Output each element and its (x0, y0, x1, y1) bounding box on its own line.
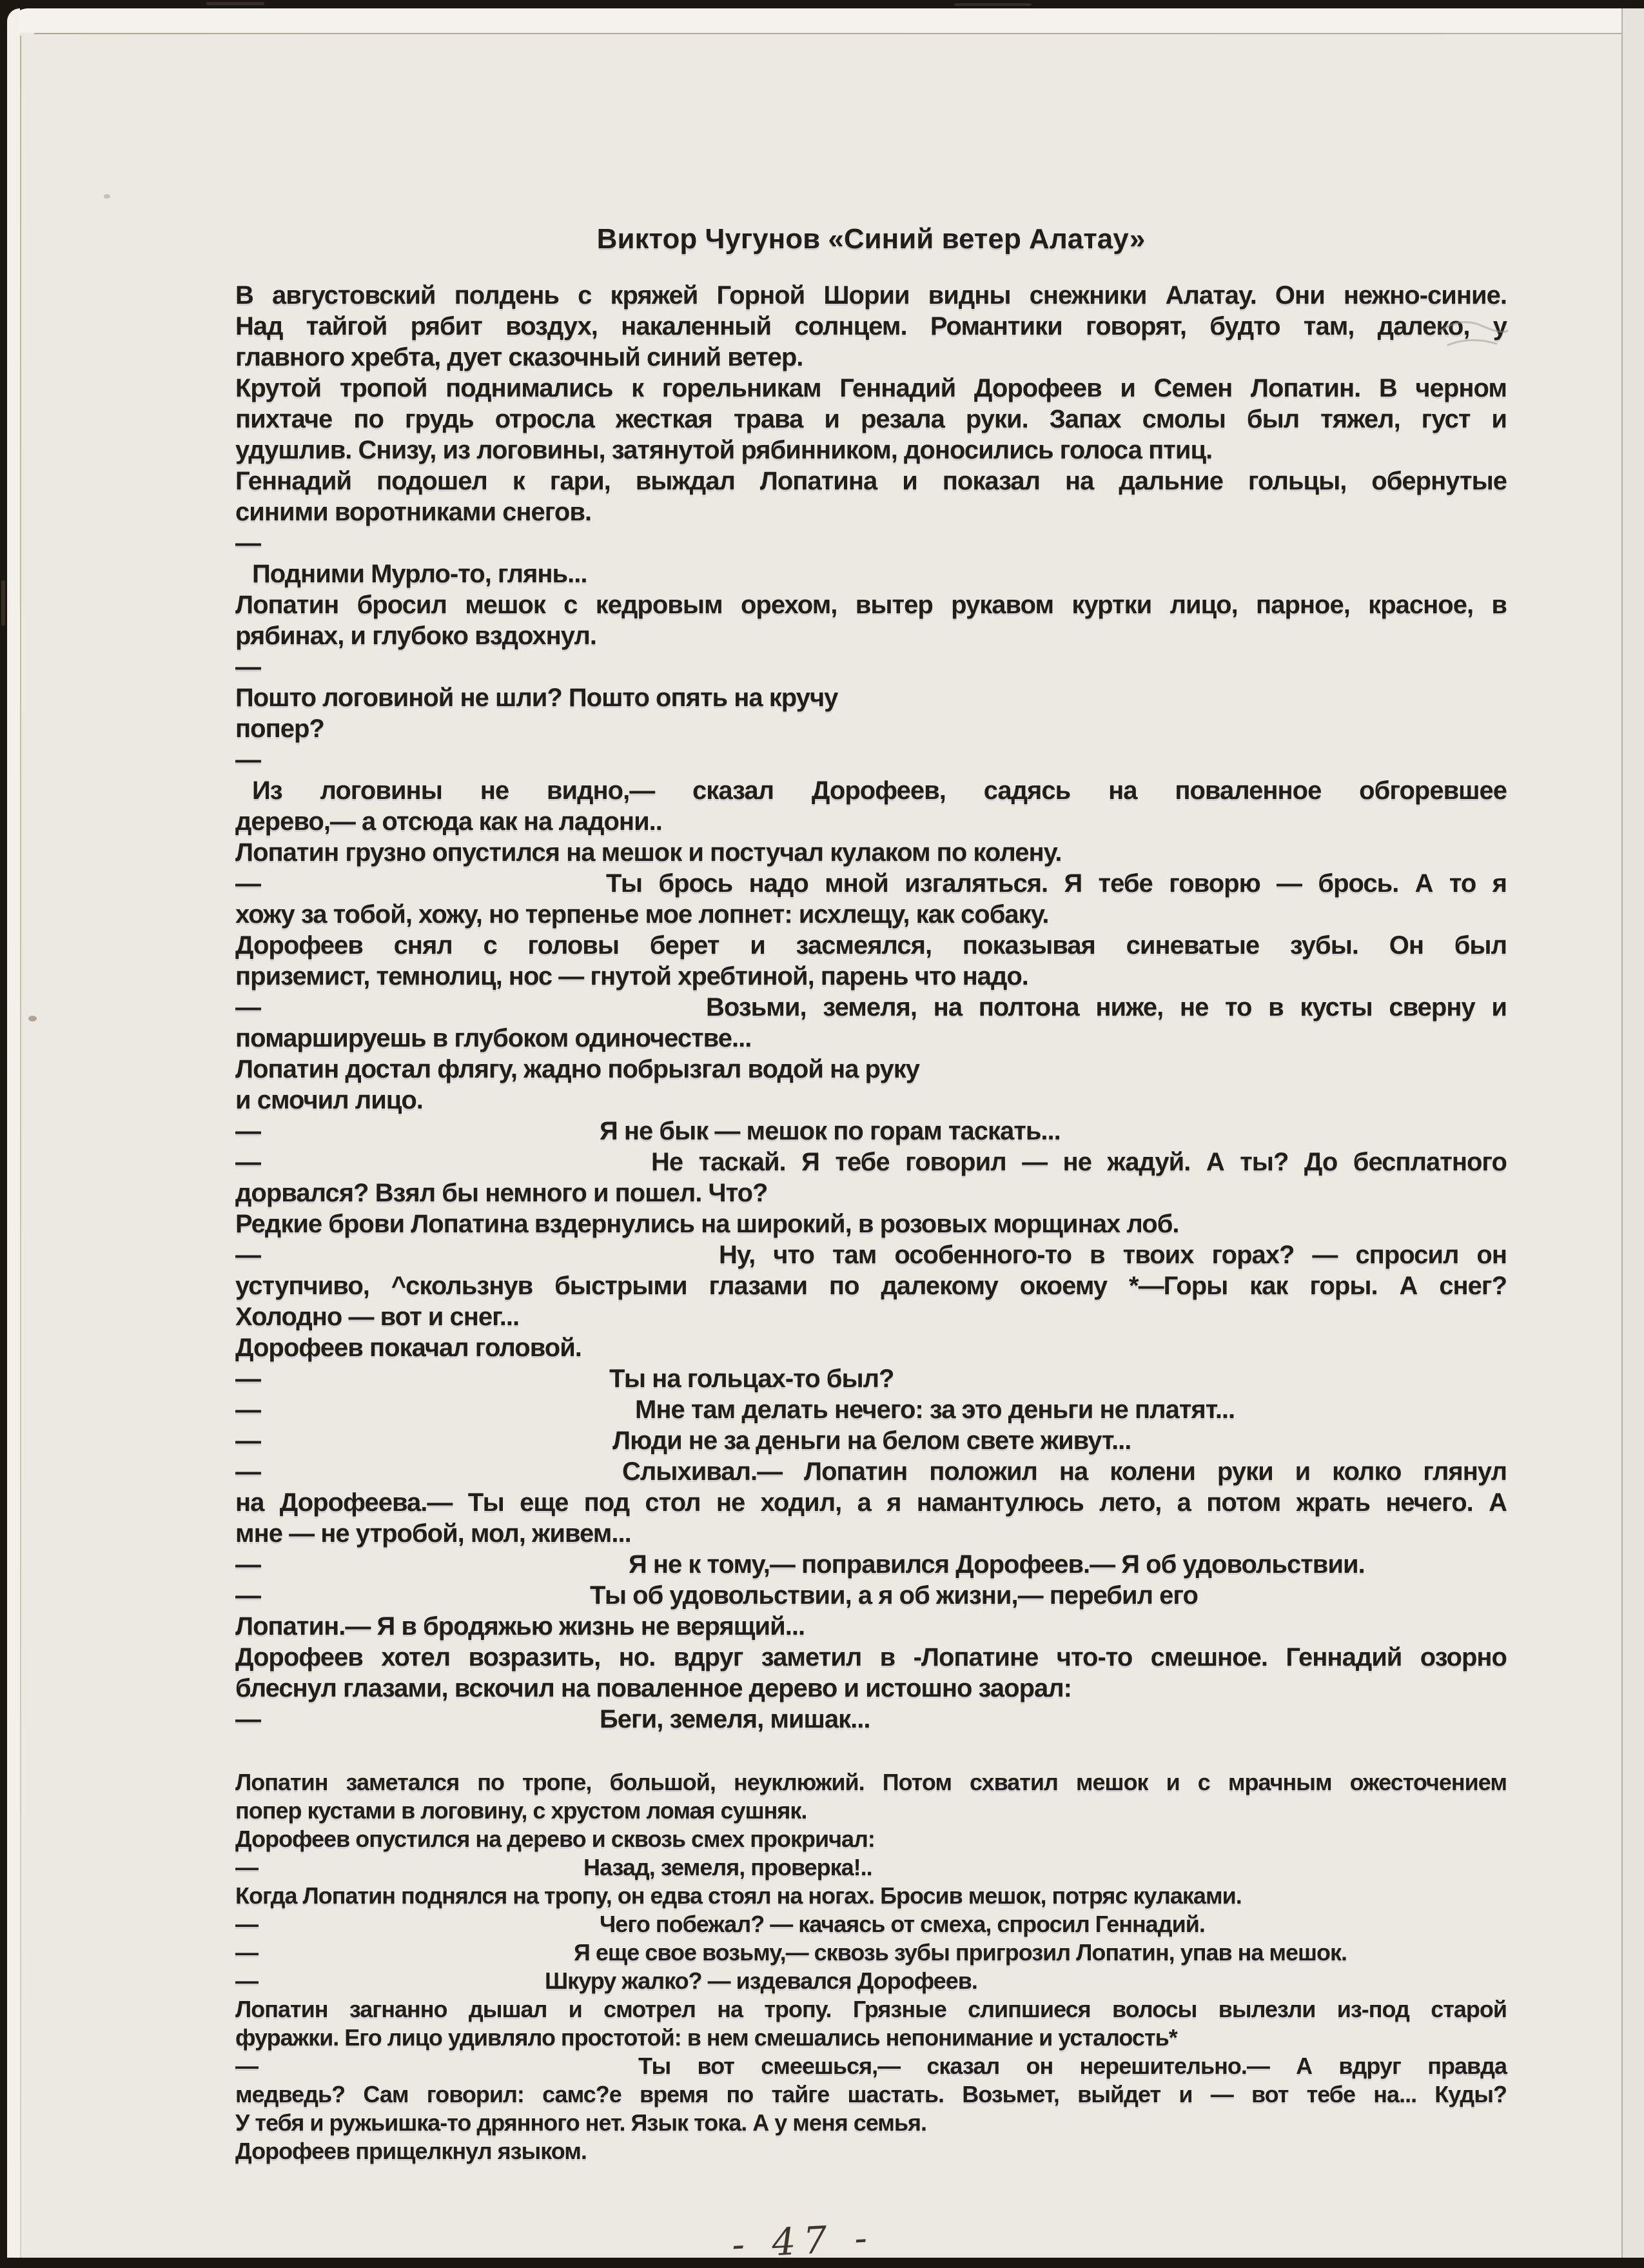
dialogue-dash-line: — (235, 653, 260, 681)
text-line: Дорофеев покачал головой. (235, 1334, 582, 1362)
dialogue-text: Чего побежал? — качаясь от смеха, спросил Геннадий. (600, 1911, 1205, 1937)
paper-speck (28, 1016, 37, 1021)
text-line: Холодно — вот и снег... (235, 1303, 520, 1331)
dialogue-text: Назад, земеля, проверка!.. (583, 1854, 872, 1880)
dialogue-text: Я еще свое возьму,— сквозь зубы пригрозил Лопатин, упав на мешок. (574, 1939, 1347, 1966)
dialogue-text: Ты вот смеешься,— сказал он нерешительно.— А вдруг правда (638, 2053, 1507, 2079)
scanner-edge-fiber (1, 580, 5, 626)
dialogue-line (235, 992, 1507, 1023)
dialogue-line (235, 1394, 1507, 1425)
paper-speck (104, 194, 110, 199)
dialogue-text: Слыхивал.— Лопатин положил на колени руки и колко глянул (622, 1457, 1507, 1486)
dialogue-text: Люди не за деньги на белом свете живут... (612, 1426, 1131, 1455)
dialogue-dash: — (235, 1550, 260, 1579)
dialogue-text: Шкуру жалко? — издевался Дорофеев. (545, 1967, 977, 1994)
dialogue-line (235, 1967, 1507, 1995)
text-line: Лопатин заметался по тропе, большой, неуклюжий. Потом схватил мешок и с мрачным ожесточением (235, 1769, 1507, 1795)
underlying-page-edge-top (34, 33, 1626, 34)
paper-sheet (7, 8, 1644, 2267)
pencil-smudge (1435, 311, 1512, 357)
text-line: Лопатин грузно опустился на мешок и постучал кулаком по колену. (235, 838, 1062, 867)
text-line: Лопатин.— Я в бродяжью жизнь не верящий... (235, 1612, 805, 1641)
text-line: главного хребта, дует сказочный синий ветер. (235, 343, 803, 371)
dialogue-dash: — (235, 1365, 260, 1393)
text-line: Лопатин достал флягу, жадно побрызгал водой на руку (235, 1055, 919, 1083)
dialogue-line (235, 1239, 1507, 1270)
dialogue-line (235, 1549, 1507, 1580)
dialogue-text: Ты на гольцах-то был? (609, 1365, 894, 1393)
dialogue-text: Мне там делать нечего: за это деньги не платят... (635, 1395, 1235, 1424)
text-line: Лопатин бросил мешок с кедровым орехом, вытер рукавом куртки лицо, парное, красное, в (235, 591, 1507, 619)
dialogue-line (235, 868, 1507, 899)
dialogue-line (235, 2052, 1507, 2080)
dialogue-line (235, 1363, 1507, 1394)
text-line: удушлив. Снизу, из логовины, затянутой рябинником, доносились голоса птиц. (235, 436, 1213, 464)
dialogue-text: Не таскай. Я тебе говорил — не жадуй. А ты? До бесплатного (651, 1148, 1507, 1176)
text-line: Подними Мурло-то, глянь... (252, 560, 587, 588)
text-line: Из логовины не видно,— сказал Дорофеев, садясь на поваленное обгоревшее (252, 776, 1507, 805)
text-line: синими воротниками снегов. (235, 498, 592, 526)
dialogue-dash: — (235, 1705, 260, 1733)
text-line: дерево,— а отсюда как на ладони.. (235, 807, 662, 836)
dialogue-dash: — (235, 869, 260, 898)
dialogue-dash: — (235, 1395, 260, 1424)
text-line: уступчиво, ^скользнув быстрыми глазами по далекому окоему *—Горы как горы. А снег? (235, 1272, 1507, 1300)
text-line: рябинах, и глубоко вздохнул. (235, 622, 597, 650)
text-line: Дорофеев опустился на дерево и сквозь смех прокричал: (235, 1826, 875, 1852)
text-line: приземист, темнолиц, нос — гнутой хребтиной, парень что надо. (235, 962, 1028, 991)
dialogue-dash: — (235, 1148, 260, 1176)
text-line: У тебя и ружьишка-то дрянного нет. Язык тока. А у меня семья. (235, 2109, 927, 2136)
dialogue-text: Я не к тому,— поправился Дорофеев.— Я об удовольствии. (629, 1550, 1365, 1579)
dialogue-text: Ты об удовольствии, а я об жизни,— перебил его (590, 1581, 1198, 1610)
underlying-page-edge-left (20, 35, 21, 2258)
text-line: блеснул глазами, вскочил на поваленное дерево и истошно заорал: (235, 1674, 1072, 1702)
dialogue-dash-line: — (235, 529, 260, 557)
dialogue-dash: — (235, 2053, 258, 2079)
text-line: пихтаче по грудь отросла жесткая трава и резала руки. Запах смолы был тяжел, густ и (235, 405, 1507, 433)
dialogue-line (235, 1853, 1507, 1882)
text-line: Дорофеев снял с головы берет и засмеялся, показывая синеватые зубы. Он был (235, 931, 1507, 960)
text-line: Геннадий подошел к гари, выждал Лопатина и показал на дальние гольцы, обернутые (235, 467, 1507, 495)
text-line: Над тайгой рябит воздух, накаленный солнцем. Романтики говорят, будто там, далеко, у (235, 312, 1507, 340)
dialogue-dash: — (235, 1939, 258, 1966)
dialogue-line (235, 1704, 1507, 1735)
dialogue-text: Ты брось надо мной изгаляться. Я тебе говорю — брось. А то я (606, 869, 1507, 898)
text-line: Когда Лопатин поднялся на тропу, он едва стоял на ногах. Бросив мешок, потряс кулаками. (235, 1882, 1242, 1909)
dialogue-dash: — (235, 1854, 258, 1880)
page-stack-fore-edge (1621, 8, 1644, 2258)
dialogue-line (235, 1425, 1507, 1456)
dialogue-line (235, 1456, 1507, 1487)
text-line: мне — не утробой, мол, живем... (235, 1519, 631, 1548)
text-line: фуражки. Его лицо удивляло простотой: в нем смешались непонимание и усталость* (235, 2024, 1177, 2051)
text-line: Пошто логовиной не шли? Пошто опять на кручу (235, 684, 838, 712)
text-line: хожу за тобой, хожу, но терпенье мое лопнет: исхлещу, как собаку. (235, 900, 1049, 929)
dialogue-line (235, 1910, 1507, 1938)
dialogue-dash: — (235, 1581, 260, 1610)
scanner-edge-fiber (206, 2, 264, 5)
dialogue-text: Беги, земеля, мишак... (600, 1705, 870, 1733)
paper-left-edge-highlight (7, 8, 20, 2258)
text-line: Редкие брови Лопатина вздернулись на широкий, в розовых морщинах лоб. (235, 1210, 1179, 1238)
dialogue-dash: — (235, 993, 260, 1021)
dialogue-text: Возьми, земеля, на полтона ниже, не то в кусты сверну и (706, 993, 1507, 1021)
dialogue-line (235, 1580, 1507, 1611)
dialogue-dash: — (235, 1117, 260, 1145)
text-line: дорвался? Взял бы немного и пошел. Что? (235, 1179, 768, 1207)
text-line: попер кустами в логовину, с хрустом ломая сушняк. (235, 1797, 807, 1824)
text-line: на Дорофеева.— Ты еще под стол не ходил, а я намантулюсь лето, а потом жрать нечего. А (235, 1488, 1507, 1517)
scanner-edge-fiber (954, 3, 1032, 6)
dialogue-line (235, 1147, 1507, 1178)
text-line: Дорофеев прищелкнул языком. (235, 2138, 587, 2164)
document-body (235, 280, 1507, 2165)
document-title: Виктор Чугунов «Синий ветер Алатау» (596, 223, 1146, 255)
text-line: В августовский полдень с кряжей Горной Шории видны снежники Алатау. Они нежно-синие. (235, 281, 1507, 310)
paper-top-edge-highlight (7, 8, 1644, 33)
dialogue-dash: — (235, 1241, 260, 1269)
dialogue-dash: — (235, 1967, 258, 1994)
dialogue-dash: — (235, 1911, 258, 1937)
dialogue-dash: — (235, 1426, 260, 1455)
text-line: Лопатин загнанно дышал и смотрел на тропу. Грязные слипшиеся волосы вылезли из-под старой (235, 1996, 1507, 2022)
dialogue-dash: — (235, 1457, 260, 1486)
text-line: медведь? Сам говорил: самс?е время по тайге шастать. Возьмет, выйдет и — вот тебе на... Куды? (235, 2081, 1507, 2107)
text-line: попер? (235, 715, 324, 743)
dialogue-dash-line: — (235, 745, 260, 774)
text-line: и смочил лицо. (235, 1086, 423, 1114)
dialogue-text: Ну, что там особенного-то в твоих горах? — спросил он (719, 1241, 1507, 1269)
text-line: помаршируешь в глубоком одиночестве... (235, 1024, 752, 1052)
dialogue-line (235, 1938, 1507, 1967)
text-line: Крутой тропой поднимались к горельникам Геннадий Дорофеев и Семен Лопатин. В черном (235, 374, 1507, 402)
dialogue-line (235, 1116, 1507, 1147)
dialogue-text: Я не бык — мешок по горам таскать... (600, 1117, 1061, 1145)
handwritten-page-number: - 47 - (730, 2215, 876, 2267)
text-line: Дорофеев хотел возразить, но. вдруг заметил в -Лопатине что-то смешное. Геннадий озорно (235, 1643, 1507, 1671)
